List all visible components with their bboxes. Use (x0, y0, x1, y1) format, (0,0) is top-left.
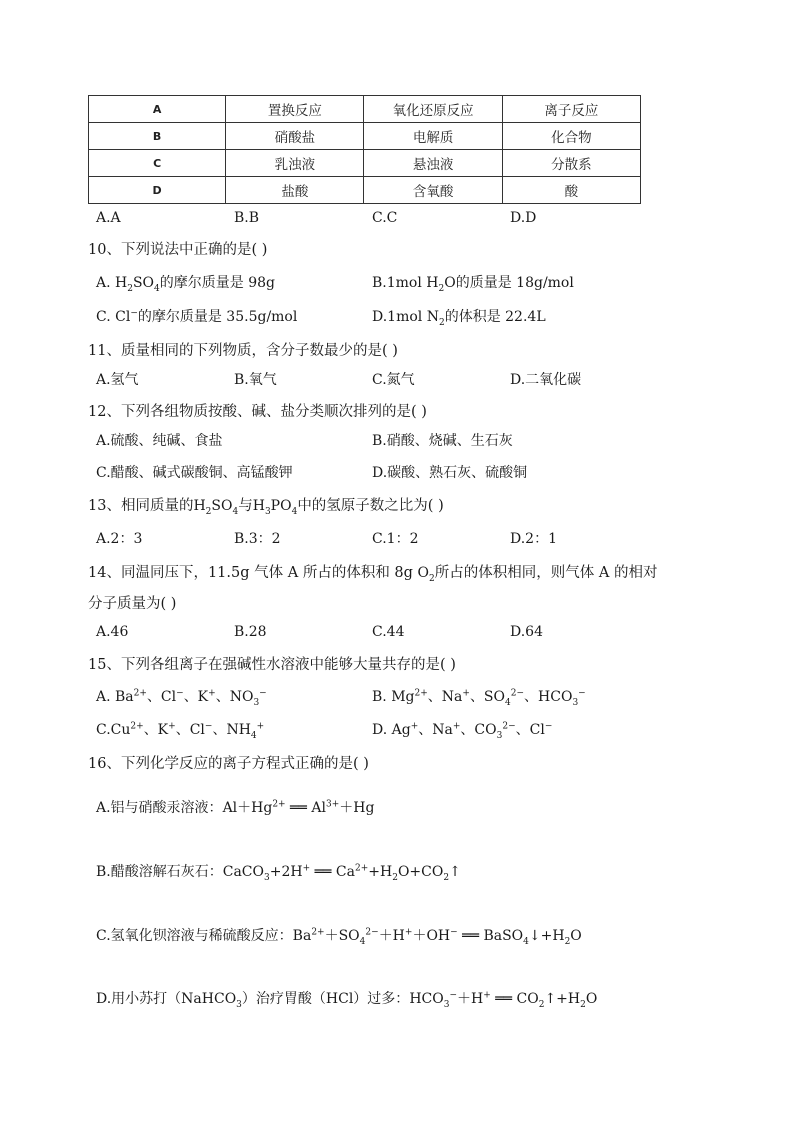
q13-stem: 13、相同质量的$H_2SO_4$与$H_3PO_4$中的氢原子数之比为( ) (88, 498, 444, 517)
table-cell: 化合物 (502, 123, 640, 150)
q16-option-b: B.醋酸溶解石灰石：CaCO$_3$+2H+ ══ $Ca^{2+}+H_2O+CO_2↑$ (96, 863, 461, 883)
table-cell: 电解质 (364, 123, 502, 150)
table-cell: 盐酸 (226, 177, 364, 204)
table-row (89, 177, 641, 204)
table-cell: 离子反应 (502, 96, 640, 123)
table-cell: 氧化还原反应 (364, 96, 502, 123)
table-cell: 悬浊液 (364, 150, 502, 177)
q10-option-d: D.1mol $N_2$的体积是 22.4L (372, 309, 546, 328)
table-cell: C (89, 150, 226, 177)
q11-option-d: D.二氧化碳 (510, 372, 582, 388)
table-cell: D (89, 177, 226, 204)
table-cell: B (89, 123, 226, 150)
q12-option-a: A.硫酸、纯碱、食盐 (96, 433, 223, 449)
q10-stem: 10、下列说法中正确的是( ) (88, 242, 268, 258)
q11-option-b: B.氧气 (234, 372, 277, 388)
q11-option-c: C.氮气 (372, 372, 415, 388)
q15-option-d: D. Ag+、Na+、$CO_3^{2-}$、Cl− (372, 721, 553, 741)
q14-stem-line2: 分子质量为( ) (88, 596, 177, 612)
q13-option-a: A.2：3 (96, 531, 143, 547)
q13-option-b: B.3：2 (234, 531, 281, 547)
q16-option-d: D.用小苏打（NaHCO$_3$）治疗胃酸（HCl）过多：$HCO_3^-+H^+$ ══ $CO_2↑+H_2O$ (96, 990, 598, 1010)
q12-option-b: B.硝酸、烧碱、生石灰 (372, 433, 513, 449)
q12-option-c: C.醋酸、碱式碳酸铜、高锰酸钾 (96, 465, 293, 481)
q13-option-c: C.1：2 (372, 531, 419, 547)
table-cell: A (89, 96, 226, 123)
q14-option-a: A.46 (96, 624, 129, 640)
q11-stem: 11、质量相同的下列物质，含分子数最少的是( ) (88, 343, 398, 359)
q10-option-c: C. Cl−的摩尔质量是 35.5g/mol (96, 308, 298, 325)
q9-option-a: A.A (96, 210, 121, 226)
answer-table (88, 95, 641, 204)
q12-stem: 12、下列各组物质按酸、碱、盐分类顺次排列的是( ) (88, 404, 427, 420)
q9-option-d: D.D (510, 210, 537, 226)
table-row (89, 150, 641, 177)
q12-option-d: D.碳酸、熟石灰、硫酸铜 (372, 465, 528, 481)
table-cell: 乳浊液 (226, 150, 364, 177)
q11-option-a: A.氢气 (96, 372, 139, 388)
q16-option-a: A.铝与硝酸汞溶液：$Al+Hg^{2+}$ ══ $Al^{3+}+Hg$ (96, 799, 375, 816)
q15-option-a: A. $Ba^{2+}$、Cl−、K+、$NO_3^-$ (96, 688, 267, 708)
table-cell: 酸 (502, 177, 640, 204)
q14-stem-line1: 14、同温同压下，11.5g 气体 A 所占的体积和 8g $O_2$所占的体积相同，则气体 A 的相对 (88, 565, 658, 584)
table-cell: 分散系 (502, 150, 640, 177)
q15-stem: 15、下列各组离子在强碱性水溶液中能够大量共存的是( ) (88, 657, 456, 673)
table-cell: 硝酸盐 (226, 123, 364, 150)
q10-option-a: A. $H_2SO_4$的摩尔质量是 98g (96, 275, 276, 294)
table-row (89, 123, 641, 150)
table-cell: 置换反应 (226, 96, 364, 123)
q10-option-b: B.1mol $H_2O$的质量是 18g/mol (372, 275, 574, 294)
q14-option-c: C.44 (372, 624, 405, 640)
q15-option-b: B. $Mg^{2+}$、Na+、$SO_4^{2-}$、$HCO_3^-$ (372, 688, 586, 708)
q16-option-c: C.氢氧化钡溶液与稀硫酸反应：$Ba^{2+}+SO_4^{2-}+H^++OH^-$ ══ $BaSO_4↓+H_2O$ (96, 927, 582, 947)
q9-option-b: B.B (234, 210, 260, 226)
q9-option-c: C.C (372, 210, 398, 226)
q14-option-d: D.64 (510, 624, 543, 640)
table-cell: 含氧酸 (364, 177, 502, 204)
q16-stem: 16、下列化学反应的离子方程式正确的是( ) (88, 756, 369, 772)
q14-option-b: B.28 (234, 624, 267, 640)
q15-option-c: $C.Cu^{2+}$、K+、Cl−、$NH_4^+$ (96, 721, 265, 741)
table-row (89, 96, 641, 123)
q13-option-d: D.2：1 (510, 531, 557, 547)
